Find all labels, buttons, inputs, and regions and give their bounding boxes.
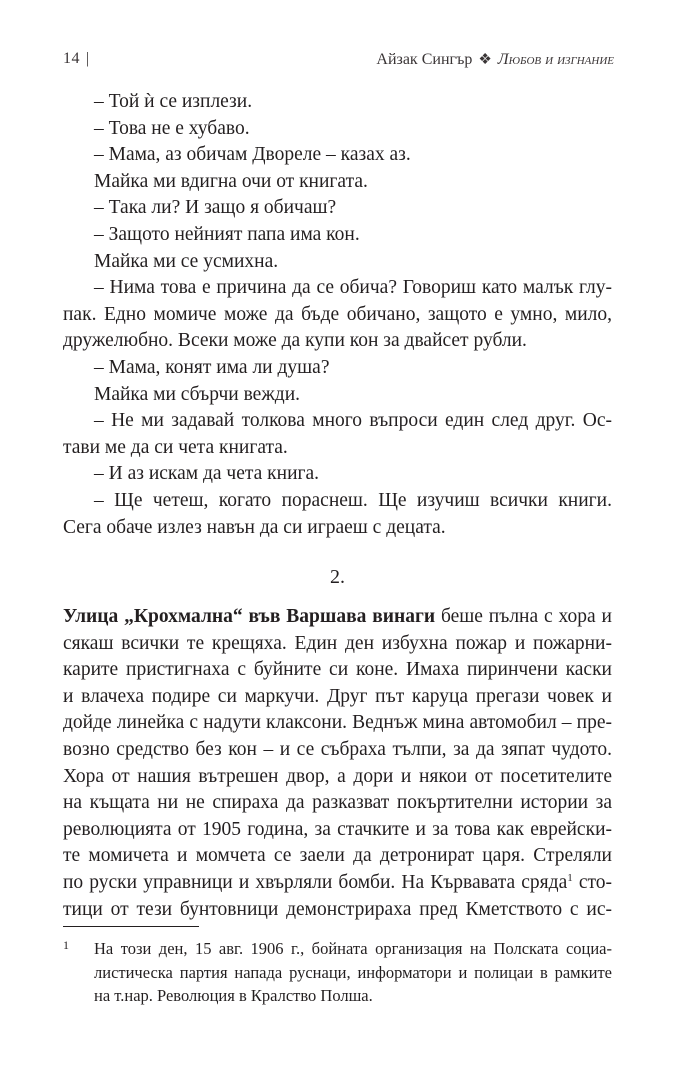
book-title: Любов и изгнание bbox=[497, 51, 614, 68]
text-line: – Не ми задавай толкова много въпроси един след друг. Ос- bbox=[94, 410, 612, 432]
text-line: Майка ми сбърчи вежди. bbox=[94, 383, 301, 405]
text-line: дойде линейка с надути клаксони. Веднъж мина автомобил – пре- bbox=[63, 712, 612, 734]
text-line: Майка ми вдигна очи от книгата. bbox=[94, 170, 368, 192]
footnote-line: на т.нар. Революция в Кралство Полша. bbox=[94, 986, 373, 1006]
section-2-paragraph bbox=[63, 604, 612, 923]
text-line: – Мама, конят има ли душа? bbox=[94, 356, 330, 378]
footnote-number: 1 bbox=[63, 938, 69, 952]
text-line: Сега обаче излез навън да си играеш с децата. bbox=[63, 516, 446, 538]
text-line: и влачеха подире си маркучи. Друг път каруца прегази човек и bbox=[63, 685, 612, 707]
footnote-line: На този ден, 15 авг. 1906 г., бойната организация на Полската социа- bbox=[94, 939, 612, 958]
running-title bbox=[376, 50, 614, 69]
text-line: – Това не е хубаво. bbox=[94, 117, 250, 139]
text-line: Хора от нашия вътрешен двор, а дори и някои от посетителите bbox=[63, 765, 612, 787]
text-line: – Така ли? И защо я обичаш? bbox=[94, 197, 337, 219]
text-line: – Той ѝ се изплези. bbox=[94, 91, 253, 112]
text-line: по руски управници и хвърляли бомби. На Кървавата сряда$^1$ сто- bbox=[63, 871, 613, 893]
ornament-icon: ❖ bbox=[478, 52, 492, 68]
running-header bbox=[63, 48, 614, 74]
text-line: на къщата ни не спираха да разказват покъртителни истории за bbox=[63, 792, 612, 814]
header-separator: | bbox=[86, 50, 90, 67]
section-heading: 2. bbox=[330, 566, 345, 588]
text-line: дружелюбно. Всеки може да купи кон за двайсет рубли. bbox=[63, 330, 527, 352]
text-line: – И аз искам да чета книга. bbox=[94, 463, 320, 485]
text-line: тици от тези бунтовници демонстрираха пред Кметството с ис- bbox=[63, 898, 612, 920]
footnote-divider bbox=[63, 926, 199, 927]
footnote-line: листическа партия напада руснаци, информатори и полицаи в рамките bbox=[94, 962, 612, 982]
dialogue-block bbox=[63, 89, 612, 541]
text-line: сякаш всички те крещяха. Един ден избухна пожар и пожарни- bbox=[63, 632, 612, 654]
footnote-reference[interactable]: 1 bbox=[567, 871, 573, 884]
bold-lead-in: Улица „Крохмална“ във Варшава винаги bbox=[63, 606, 436, 627]
text-line: возно средство без кон – и се събраха тълпи, за да зяпат чудото. bbox=[63, 738, 612, 760]
text-line: Майка ми се усмихна. bbox=[94, 250, 279, 272]
text-line: те момичета и момчета се заели да детронират царя. Стреляли bbox=[63, 845, 612, 867]
page-number: 14 | bbox=[63, 50, 90, 67]
text-line: Улица „Крохмална“ във Варшава винаги беше пълна с хора и bbox=[63, 606, 612, 627]
text-line: карите пристигнаха с буйните си коне. Имаха пиринчени каски bbox=[63, 659, 612, 681]
text-line: пак. Едно момиче може да бъде обичано, защото е умно, мило, bbox=[63, 303, 612, 325]
footnote bbox=[63, 937, 612, 1008]
author-name: Айзак Сингър bbox=[376, 51, 473, 68]
text-line: революцията от 1905 година, за стачките и за това как еврейски- bbox=[63, 818, 612, 840]
text-line: тави ме да си чета книгата. bbox=[63, 436, 288, 458]
text-line: – Мама, аз обичам Двореле – казах аз. bbox=[94, 144, 411, 166]
text-line: – Нима това е причина да се обича? Говориш като малък глу- bbox=[94, 277, 612, 299]
text-line: – Защото нейният папа има кон. bbox=[94, 223, 360, 245]
text-line: – Ще четеш, когато пораснеш. Ще изучиш всички книги. bbox=[94, 489, 612, 511]
